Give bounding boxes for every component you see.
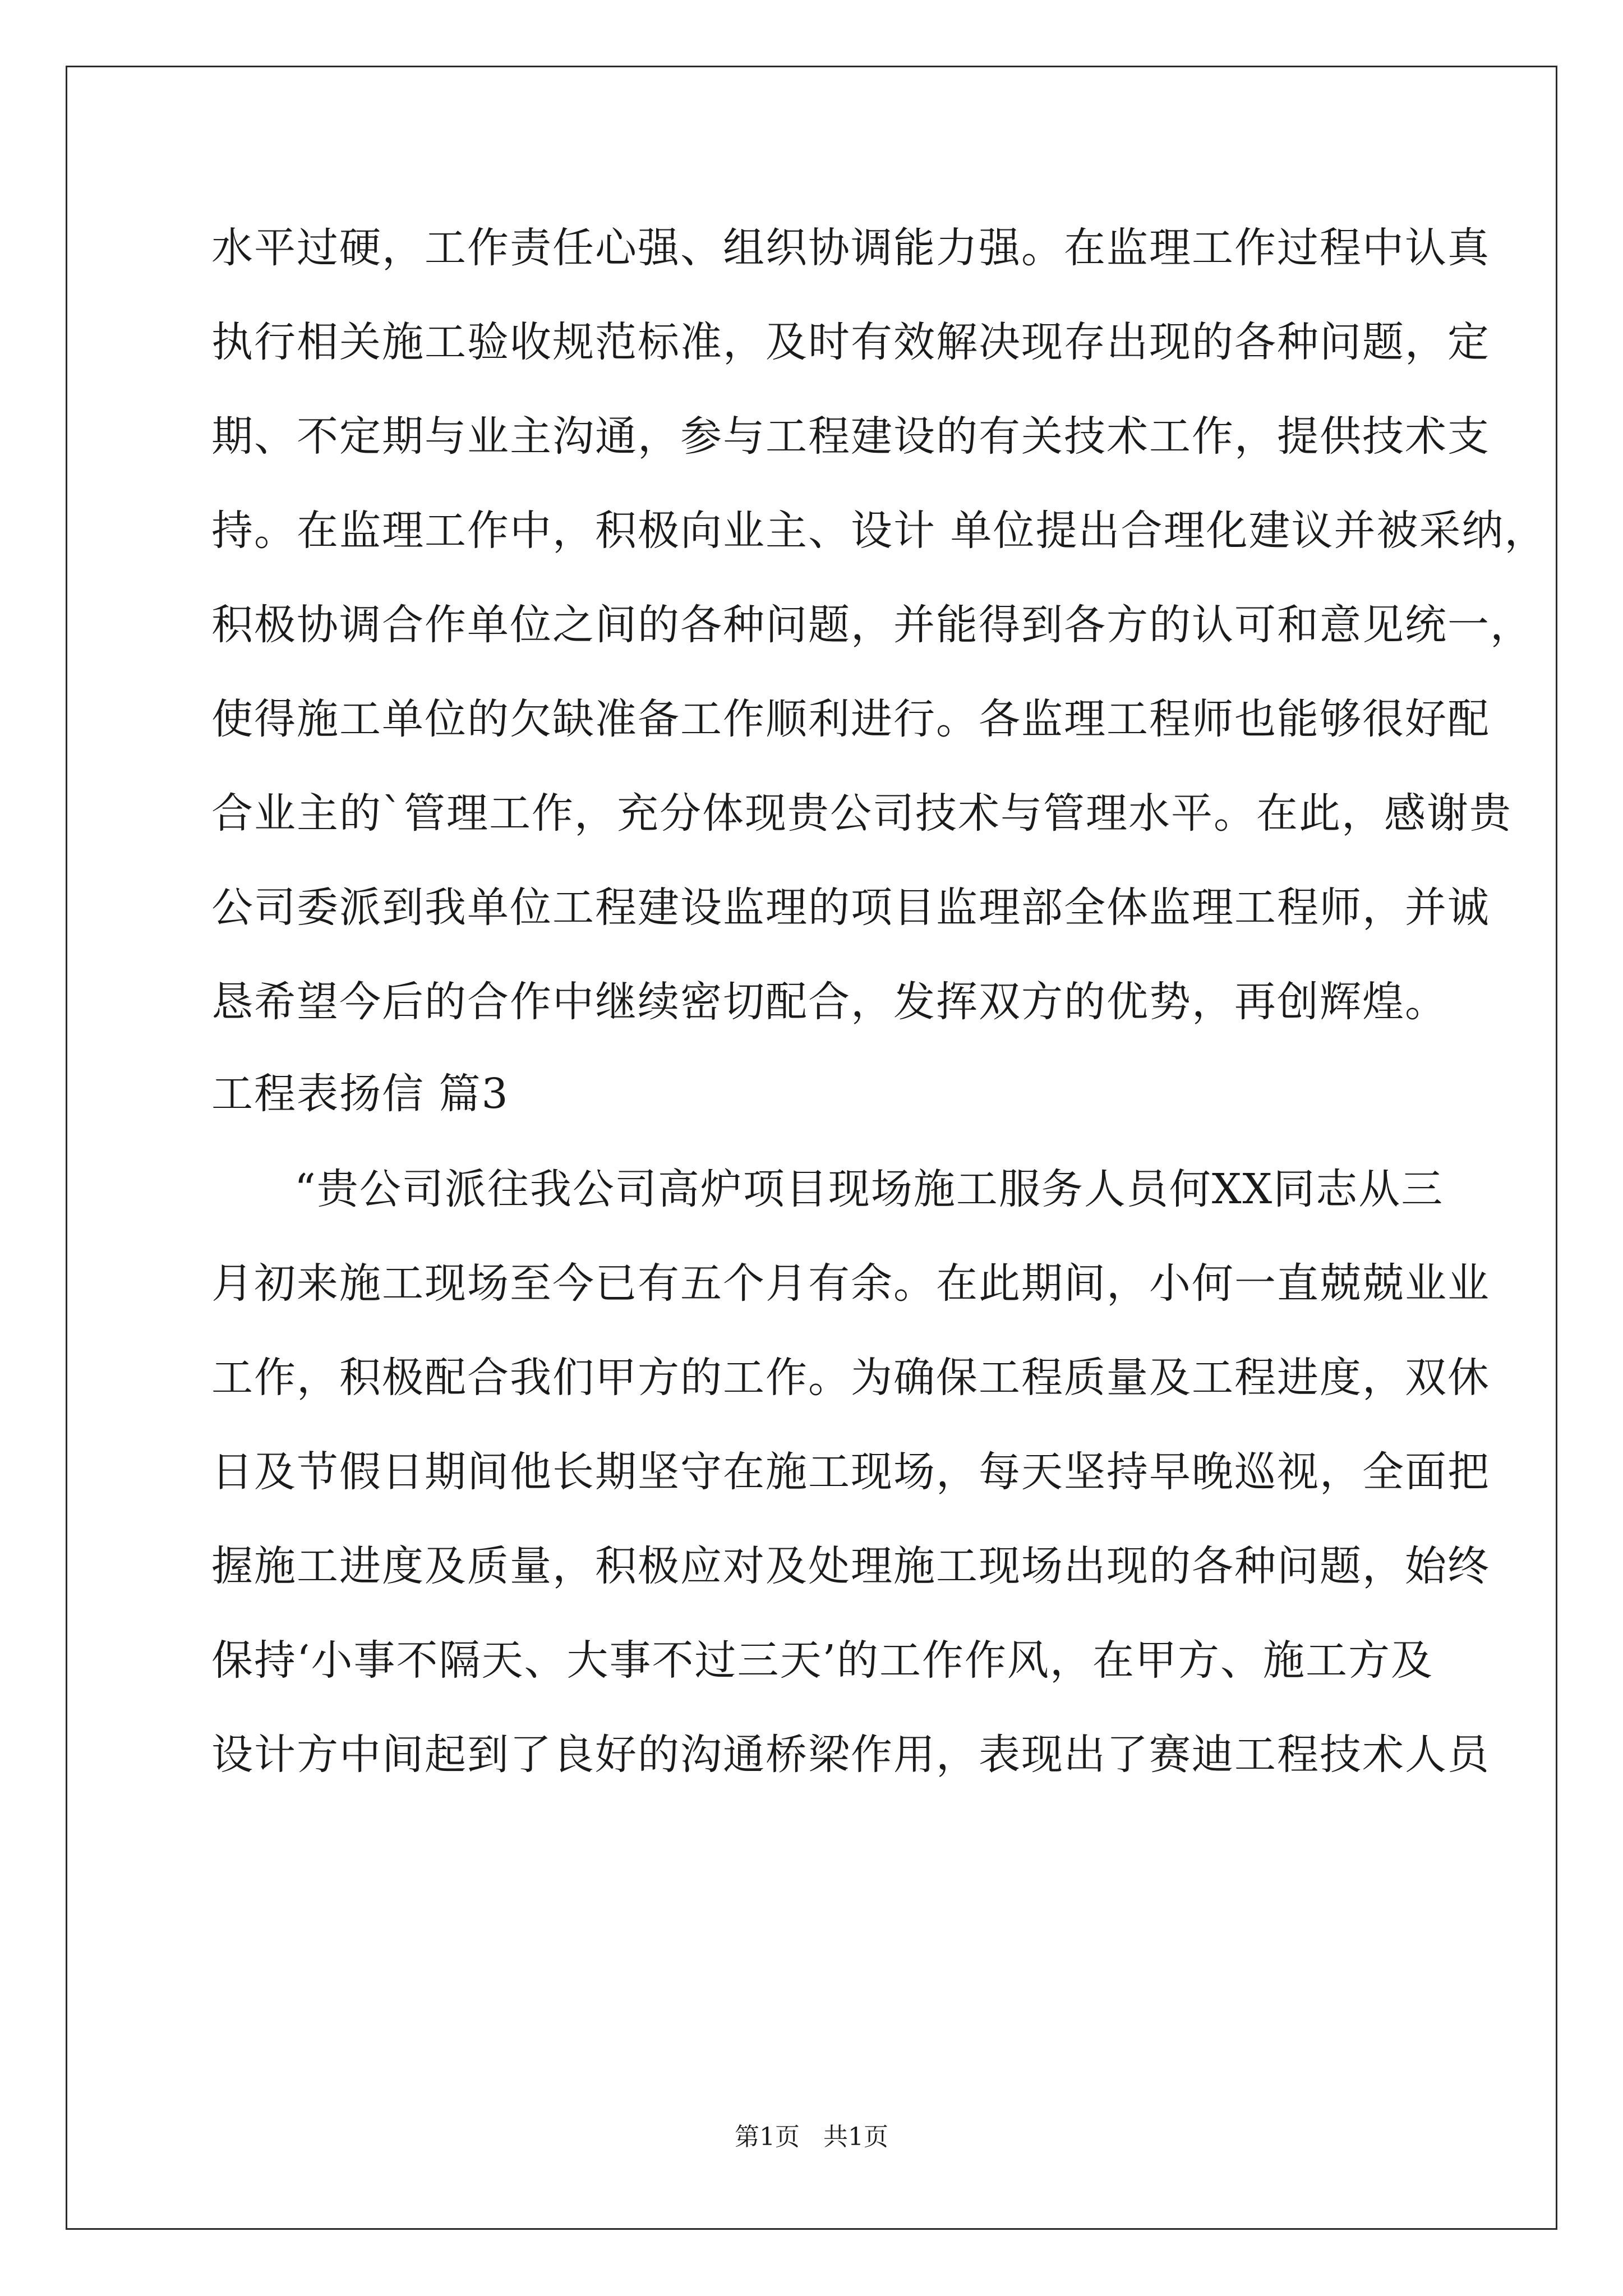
text-line: “贵公司派往我公司高炉项目现场施工服务人员何XX同志从三 [294,1165,1444,1213]
text-line: 水平过硬，工作责任心强、组织协调能力强。在监理工作过程中认真 [211,224,1490,272]
text-line: 持。在监理工作中，积极向业主、设计 单位提出合理化建议并被采纳， [211,507,1547,555]
text-line: 期、不定期与业主沟通，参与工程建设的有关技术工作，提供技术支 [211,412,1490,461]
page-number: 第1页 共1页 [735,2123,888,2151]
text-line: 积极协调合作单位之间的各种问题，并能得到各方的认可和意见统一， [211,601,1533,649]
text-line: 保持‘小事不隔天、大事不过三天’的工作作风，在甲方、施工方及 [211,1636,1434,1685]
text-line: 设计方中间起到了良好的沟通桥梁作用，表现出了赛迪工程技术人员 [211,1731,1490,1779]
text-line: 恳希望今后的合作中继续密切配合，发挥双方的优势，再创辉煌。 [211,978,1447,1026]
page-border [66,66,1557,2230]
text-line: 工作，积极配合我们甲方的工作。为确保工程质量及工程进度，双休 [211,1354,1490,1402]
text-line: 使得施工单位的欠缺准备工作顺利进行。各监理工程师也能够很好配 [211,695,1490,743]
text-line: 执行相关施工验收规范标准，及时有效解决现存出现的各种问题，定 [211,318,1490,366]
section-heading: 工程表扬信 篇3 [211,1070,509,1118]
text-line: 握施工进度及质量，积极应对及处理施工现场出现的各种问题，始终 [211,1542,1490,1590]
text-line: 日及节假日期间他长期坚守在施工现场，每天坚持早晚巡视，全面把 [211,1448,1490,1496]
text-line: 公司委派到我单位工程建设监理的项目监理部全体监理工程师，并诚 [211,884,1490,932]
text-line: 合业主的`管理工作，充分体现贵公司技术与管理水平。在此，感谢贵 [211,789,1512,838]
text-line: 月初来施工现场至今已有五个月有余。在此期间，小何一直兢兢业业 [211,1259,1490,1308]
